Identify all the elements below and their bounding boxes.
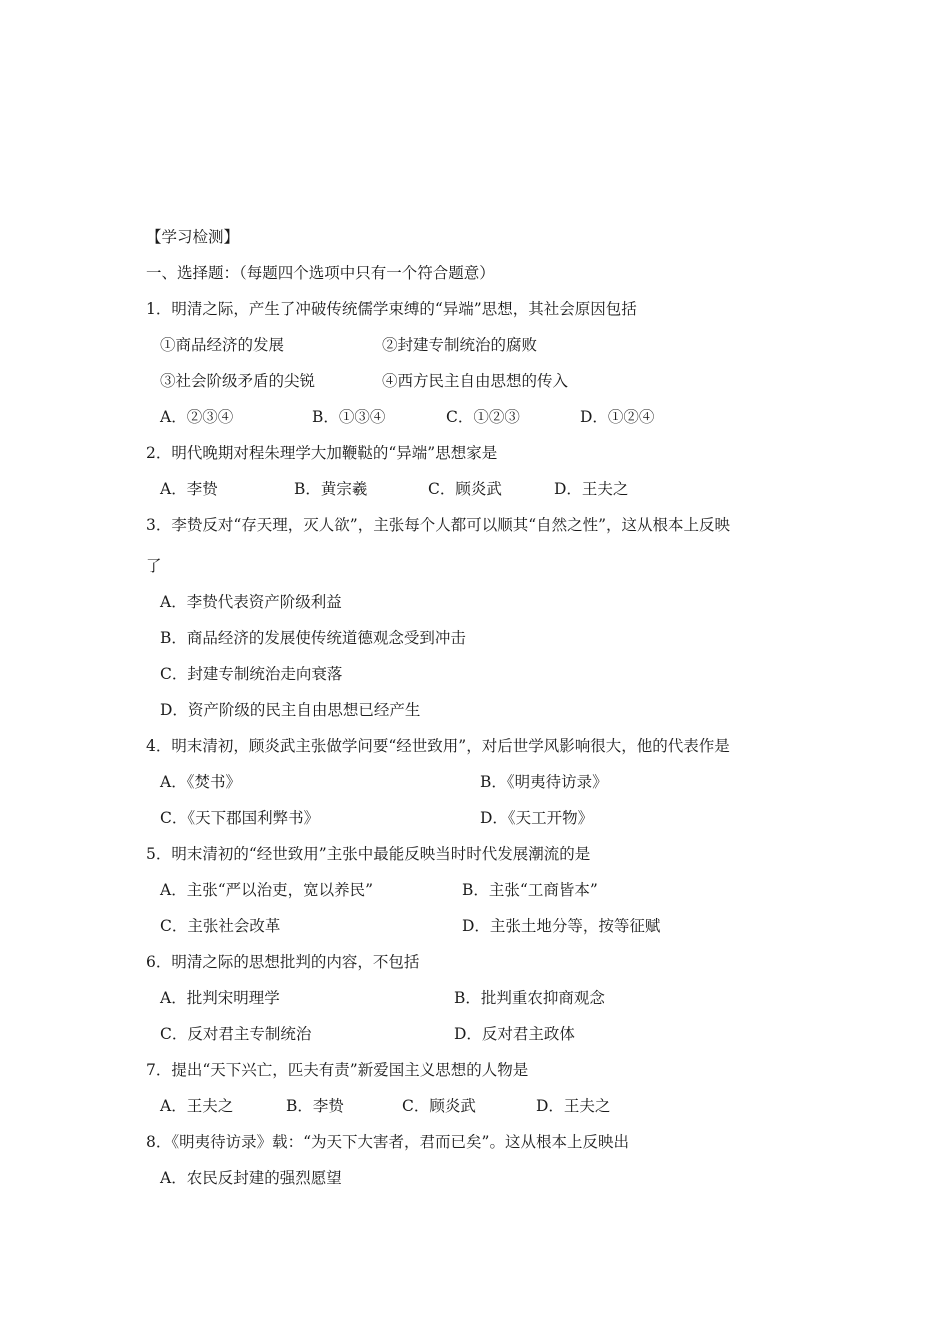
question-stem: 1．明清之际，产生了冲破传统儒学束缚的“异端”思想，其社会原因包括 — [146, 300, 637, 318]
question-stem: 6．明清之际的思想批判的内容，不包括 — [146, 953, 420, 971]
option-c: C．①②③ — [446, 408, 520, 426]
question-stem: 3．李贽反对“存天理，灭人欲”，主张每个人都可以顺其“自然之性”，这从根本上反映 — [146, 516, 731, 534]
option-b: B．批判重农抑商观念 — [454, 989, 605, 1007]
option-c: C．封建专制统治走向衰落 — [160, 665, 343, 683]
statement-4: ④西方民主自由思想的传入 — [382, 372, 569, 390]
option-c: C．顾炎武 — [428, 480, 502, 498]
question-stem: 7．提出“天下兴亡，匹夫有责”新爱国主义思想的人物是 — [146, 1061, 529, 1079]
option-a: A．李贽 — [160, 480, 218, 498]
option-b: B．①③④ — [312, 408, 386, 426]
option-a: A．李贽代表资产阶级利益 — [160, 593, 342, 611]
question-stem: 2．明代晚期对程朱理学大加鞭鞑的“异端”思想家是 — [146, 444, 498, 462]
option-a: A．批判宋明理学 — [160, 989, 280, 1007]
statement-2: ②封建专制统治的腐败 — [382, 336, 538, 354]
question-stem: 5．明末清初的“经世致用”主张中最能反映当时时代发展潮流的是 — [146, 845, 591, 863]
option-c: C．反对君主专制统治 — [160, 1025, 312, 1043]
question-stem-continued: 了 — [146, 557, 162, 575]
option-c: C．主张社会改革 — [160, 917, 281, 935]
section-title: 【学习检测】 — [146, 228, 240, 246]
option-d: D．王夫之 — [536, 1097, 611, 1115]
option-d: D．①②④ — [580, 408, 655, 426]
option-a: A．主张“严以治吏，宽以养民” — [160, 881, 374, 899]
option-b: B．《明夷待访录》 — [480, 773, 608, 791]
option-b: B．商品经济的发展使传统道德观念受到冲击 — [160, 629, 466, 647]
option-d: D．《天工开物》 — [480, 809, 594, 827]
option-a: A．农民反封建的强烈愿望 — [160, 1169, 342, 1187]
option-d: D．王夫之 — [554, 480, 629, 498]
option-b: B．李贽 — [286, 1097, 344, 1115]
question-stem: 4．明末清初，顾炎武主张做学问要“经世致用”，对后世学风影响很大，他的代表作是 — [146, 737, 730, 755]
option-a: A．②③④ — [160, 408, 234, 426]
question-stem: 8．《明夷待访录》载：“为天下大害者，君而已矣”。这从根本上反映出 — [146, 1133, 629, 1151]
option-a: A．王夫之 — [160, 1097, 234, 1115]
statement-3: ③社会阶级矛盾的尖锐 — [160, 372, 316, 390]
option-d: D．主张土地分等，按等征赋 — [462, 917, 661, 935]
option-a: A．《焚书》 — [160, 773, 241, 791]
option-c: C．《天下郡国利弊书》 — [160, 809, 320, 827]
statement-1: ①商品经济的发展 — [160, 336, 285, 354]
part-heading: 一、选择题：（每题四个选项中只有一个符合题意） — [146, 264, 495, 282]
option-b: B．黄宗羲 — [294, 480, 368, 498]
option-d: D．资产阶级的民主自由思想已经产生 — [160, 701, 421, 719]
option-d: D．反对君主政体 — [454, 1025, 575, 1043]
option-c: C．顾炎武 — [402, 1097, 476, 1115]
option-b: B．主张“工商皆本” — [462, 881, 598, 899]
